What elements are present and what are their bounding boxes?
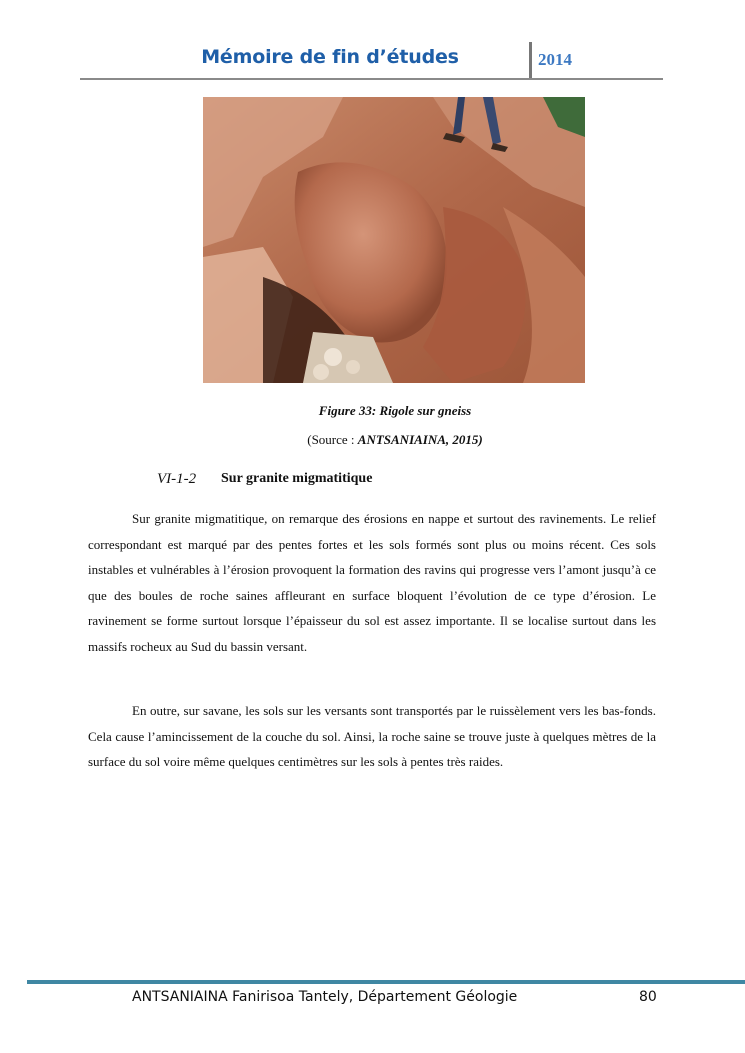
figure-photo: [203, 97, 585, 383]
header-title: Mémoire de fin d’études: [201, 46, 459, 68]
section-number: VI-1-2: [157, 471, 197, 487]
header-year: 2014: [538, 50, 572, 69]
figure-caption: Figure 33: Rigole sur gneiss: [318, 403, 472, 418]
header-separator: [529, 42, 532, 78]
footer-author: ANTSANIAINA Fanirisoa Tantely, Département Géologie: [132, 989, 518, 1005]
section-title: Sur granite migmatitique: [221, 471, 373, 486]
page-number: 80: [639, 989, 657, 1005]
paragraph-1: Sur granite migmatitique, on remarque des érosions en nappe et surtout des ravinements. Le relief correspondant est marqué par des pentes fortes et les sols formés sont plus ou moins récent. Ces sols instables et vulnérables à l’érosion provoquent la formation des ravins qui progresse vers l’amont jusqu’à ce que des boules de roche saines affleurant en surface bloquent l’évolution de ce type d’érosion. Le ravinement se forme surtout lorsque l’épaisseur du sol est assez importante. Il se localise surtout dans les massifs rocheux au Sud du bassin versant.: [88, 511, 656, 654]
header-rule: [80, 78, 663, 80]
figure-source: [0, 432, 745, 448]
footer-rule: [27, 980, 745, 984]
paragraph-2: En outre, sur savane, les sols sur les versants sont transportés par le ruissèlement vers les bas-fonds. Cela cause l’amincissement de la couche du sol. Ainsi, la roche saine se trouve juste à quelques mètres de la surface du sol voire même quelques centimètres sur les sols à pentes très raides.: [88, 703, 656, 770]
source-prefix: (Source :: [307, 432, 358, 447]
source-author: ANTSANIAINA, 2015): [357, 432, 483, 447]
